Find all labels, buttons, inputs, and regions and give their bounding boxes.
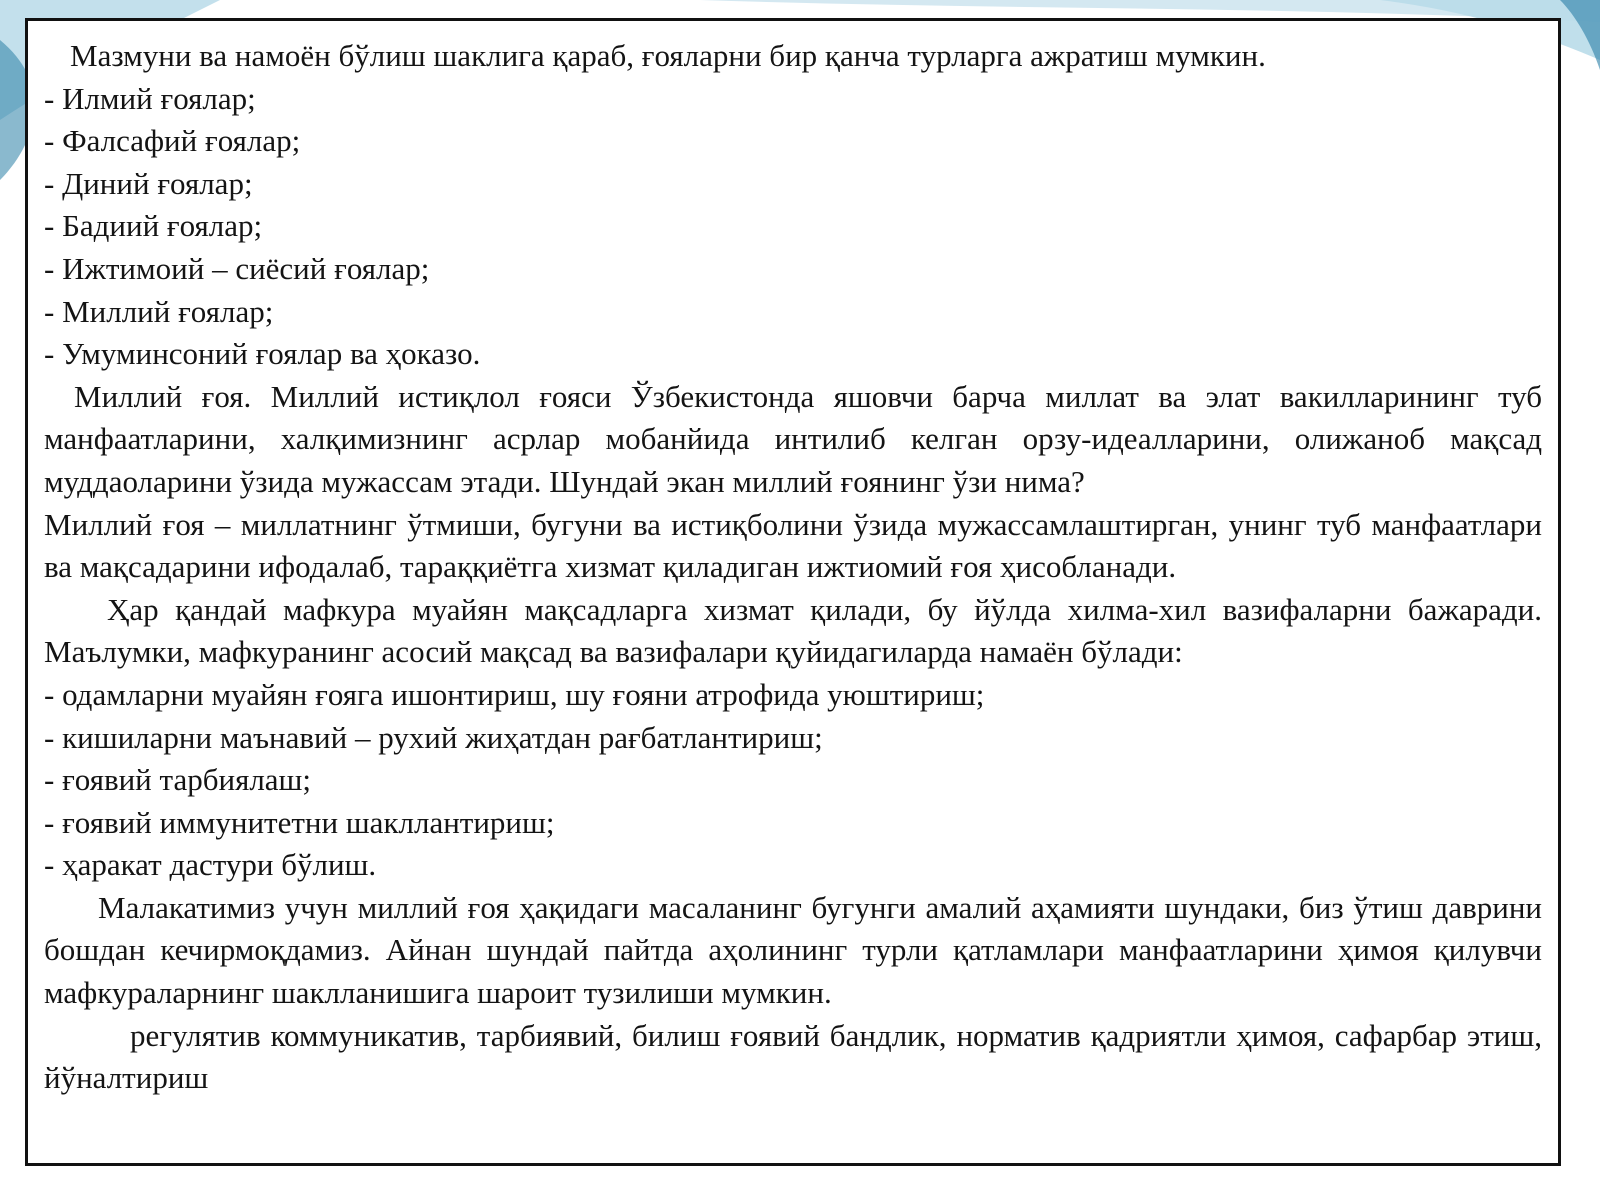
intro-line: Мазмуни ва намоён бўлиш шаклига қараб, ғояларни бир қанча турларга ажратиш мумкин. (70, 38, 1266, 73)
ideology-function-item: - ҳаракат дастури бўлиш. (44, 847, 377, 883)
idea-type-item: - Миллий ғоялар; (44, 293, 274, 329)
text-frame (25, 18, 1561, 1166)
relevance-paragraph: Малакатимиз учун миллий ғоя ҳақидаги масаланинг бугунги амалий аҳамияти шундаки, биз ўтиш даврини бошдан кечирмоқдамиз. Айнан шундай пайтда аҳолининг турли қатламлари манфаатларини ҳимоя қилувчи мафкураларнинг шаклланишига шароит тузилиши мумкин. (44, 889, 1542, 1011)
ideology-function-item: - одамларни муайян ғояга ишонтириш, шу ғояни атрофида уюштириш; (44, 676, 985, 712)
idea-type-item: - Бадиий ғоялар; (44, 208, 263, 244)
keywords-paragraph: регулятив коммуникатив, тарбиявий, билиш ғоявий бандлик, норматив қадриятли ҳимоя, сафарбар этиш, йўналтириш (44, 1017, 1542, 1096)
idea-type-item: - Фалсафий ғоялар; (44, 123, 301, 159)
ideology-function-item: - кишиларни маънавий – рухий жиҳатдан рағбатлантириш; (44, 719, 823, 755)
idea-type-item: - Умуминсоний ғоялар ва ҳоказо. (44, 336, 481, 372)
national-idea-paragraph: Миллий ғоя. Миллий истиқлол ғояси Ўзбекистонда яшовчи барча миллат ва элат вакилларининг туб манфаатларини, халқимизнинг асрлар мобанйида интилиб келган орзу-идеалларини, олижаноб мақсад муддаоларини ўзида мужассам этади. Шундай экан миллий ғоянинг ўзи нима? (44, 378, 1542, 499)
ideology-paragraph: Ҳар қандай мафкура муайян мақсадларга хизмат қилади, бу йўлда хилма-хил вазифаларни бажаради. Маълумки, мафкуранинг асосий мақсад ва вазифалари қуйидагиларда намаён бўлади: (44, 591, 1542, 670)
ideology-function-item: - ғоявий иммунитетни шакллантириш; (44, 804, 555, 840)
idea-type-item: - Диний ғоялар; (44, 165, 253, 201)
ideology-function-item: - ғоявий тарбиялаш; (44, 762, 312, 798)
idea-type-item: - Ижтимоий – сиёсий ғоялар; (44, 250, 430, 286)
idea-type-item: - Илмий ғоялар; (44, 80, 256, 116)
definition-paragraph: Миллий ғоя – миллатнинг ўтмиши, бугуни ва истиқболини ўзида мужассамлаштирган, унинг туб манфаатлари ва мақсадарини ифодалаб, тараққиётга хизмат қиладиган ижтиомий ғоя ҳисобланади. (44, 506, 1542, 585)
slide-content (44, 35, 1542, 1100)
